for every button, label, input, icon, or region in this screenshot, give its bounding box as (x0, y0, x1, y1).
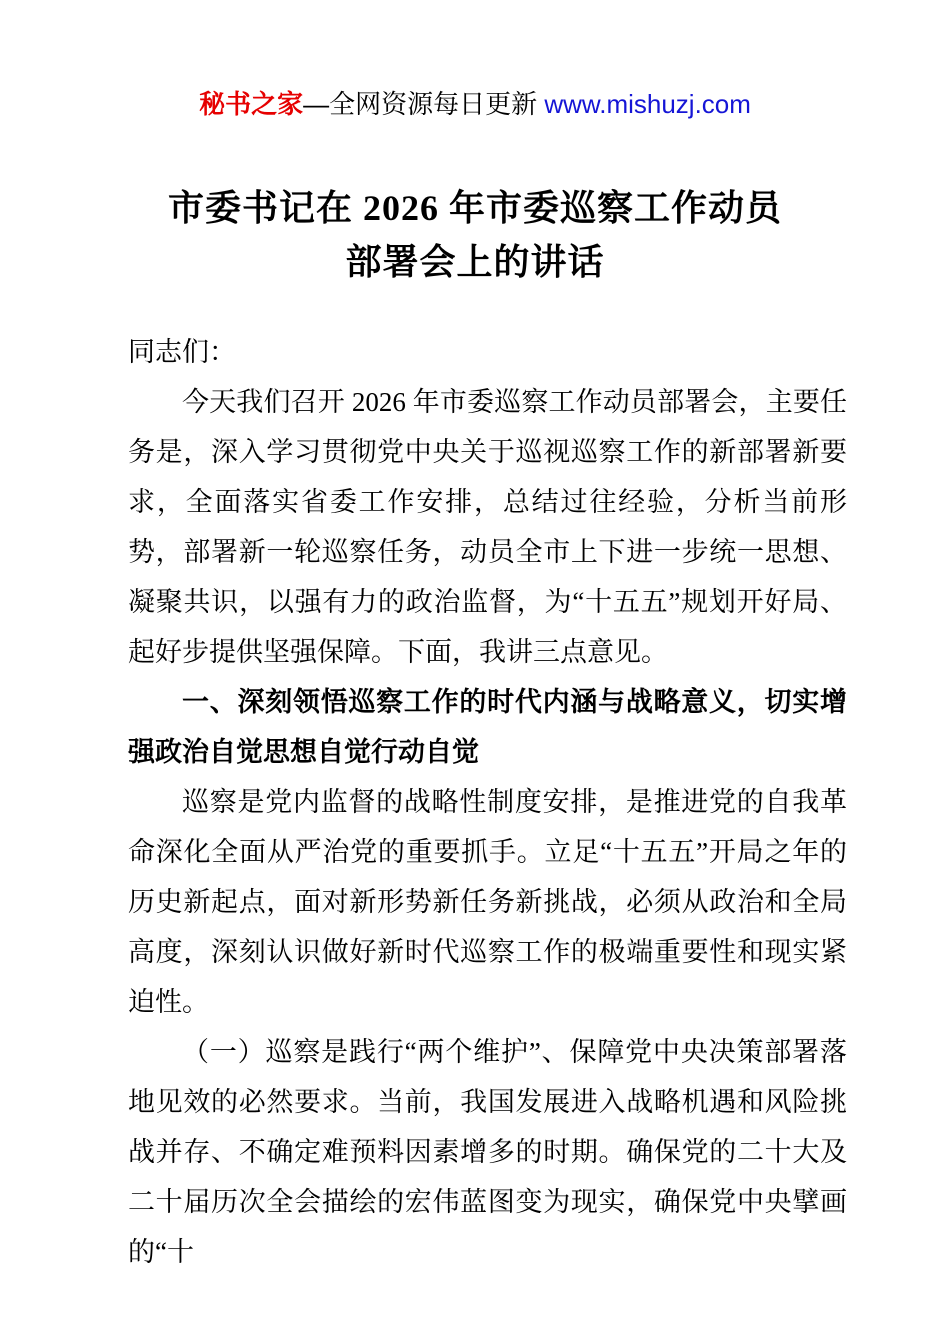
document-body (128, 327, 847, 1277)
document-title-line-1: 市委书记在 2026 年市委巡察工作动员 (167, 188, 782, 228)
paragraph-overview: 巡察是党内监督的战略性制度安排，是推进党的自我革命深化全面从严治党的重要抓手。立足“十五五”开局之年的历史新起点，面对新形势新任务新挑战，必须从政治和全局高度，深刻认识做好新时代巡察工作的极端重要性和现实紧迫性。 (128, 787, 847, 1017)
section-heading-1: 一、深刻领悟巡察工作的时代内涵与战略意义，切实增强政治自觉思想自觉行动自觉 (128, 687, 847, 767)
document-title-line-2: 部署会上的讲话 (345, 242, 605, 282)
salutation: 同志们： (128, 337, 236, 367)
paragraph-point-1: （一）巡察是践行“两个维护”、保障党中央决策部署落地见效的必然要求。当前，我国发展进入战略机遇和风险挑战并存、不确定难预料因素增多的时期。确保党的二十大及二十届历次全会描绘的宏伟蓝图变为现实，确保党中央擘画的“十 (128, 1037, 847, 1267)
site-url-link[interactable]: www.mishuzj.com (544, 89, 751, 119)
document-header (0, 0, 950, 120)
site-tagline: —全网资源每日更新 (303, 89, 545, 119)
paragraph-intro: 今天我们召开 2026 年市委巡察工作动员部署会，主要任务是，深入学习贯彻党中央关于巡视巡察工作的新部署新要求，全面落实省委工作安排，总结过往经验，分析当前形势，部署新一轮巡察任务，动员全市上下进一步统一思想、凝聚共识，以强有力的政治监督，为“十五五”规划开好局、起好步提供坚强保障。下面，我讲三点意见。 (128, 387, 847, 667)
document-title (0, 181, 950, 289)
site-brand: 秘书之家 (199, 89, 304, 119)
